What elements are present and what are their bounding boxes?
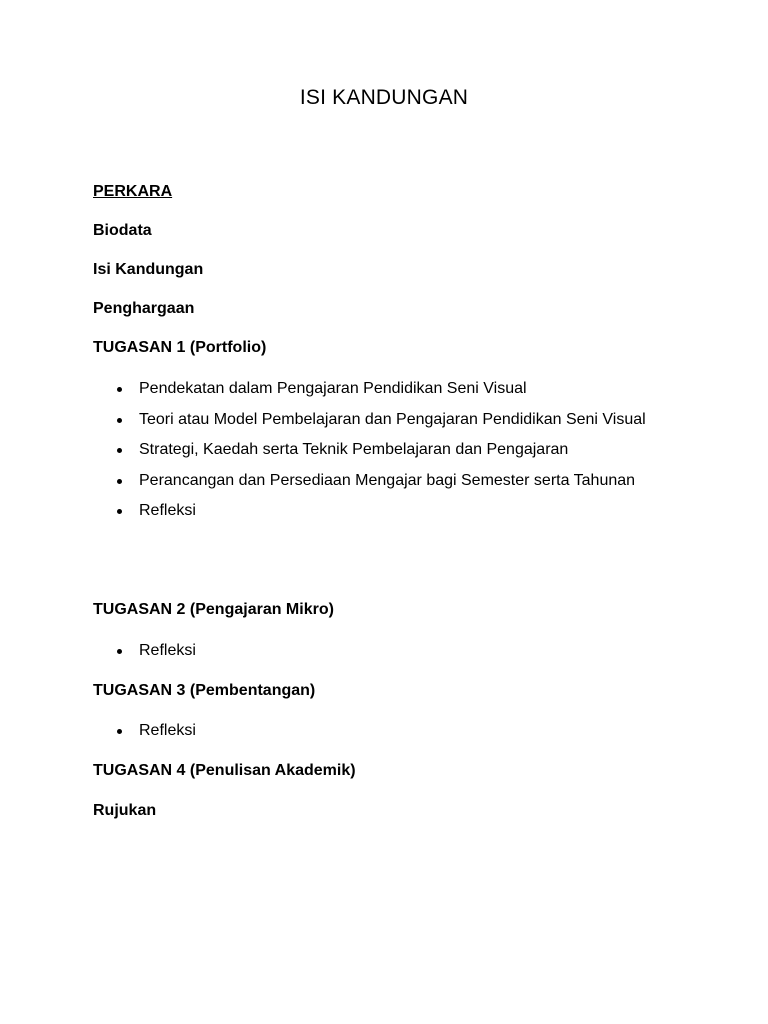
bullet-icon	[117, 448, 122, 453]
list-item	[93, 435, 693, 466]
list-item	[93, 636, 693, 667]
list-item-text: Refleksi	[139, 642, 196, 659]
list-item	[93, 716, 693, 747]
bullet-icon	[117, 509, 122, 514]
entry-penghargaan: Penghargaan	[93, 300, 195, 317]
list-item-text: Refleksi	[139, 722, 196, 739]
list-item-text: Refleksi	[139, 502, 196, 519]
bullet-icon	[117, 649, 122, 654]
list-item-text: Teori atau Model Pembelajaran dan Pengajaran Pendidikan Seni Visual	[139, 410, 646, 428]
tugasan3-list	[93, 716, 693, 747]
list-item	[93, 496, 693, 527]
list-item	[93, 466, 693, 497]
tugasan1-list	[93, 374, 693, 527]
list-item-text: Pendekatan dalam Pengajaran Pendidikan Seni Visual	[139, 380, 527, 397]
entry-rujukan: Rujukan	[93, 802, 157, 819]
bullet-icon	[117, 387, 122, 392]
tugasan2-list	[93, 636, 693, 667]
entry-isi-kandungan: Isi Kandungan	[93, 261, 204, 278]
bullet-icon	[117, 729, 122, 734]
entry-biodata: Biodata	[93, 222, 152, 239]
list-item	[93, 405, 693, 436]
tugasan4-heading: TUGASAN 4 (Penulisan Akademik)	[93, 762, 356, 779]
bullet-icon	[117, 418, 122, 423]
tugasan3-heading: TUGASAN 3 (Pembentangan)	[93, 682, 316, 699]
perkara-header: PERKARA	[93, 183, 173, 200]
tugasan2-heading: TUGASAN 2 (Pengajaran Mikro)	[93, 601, 334, 618]
tugasan1-heading: TUGASAN 1 (Portfolio)	[93, 339, 267, 356]
list-item-text: Strategi, Kaedah serta Teknik Pembelajaran dan Pengajaran	[139, 441, 569, 458]
list-item-text: Perancangan dan Persediaan Mengajar bagi Semester serta Tahunan	[139, 471, 636, 489]
list-item	[93, 374, 693, 405]
page-title: ISI KANDUNGAN	[299, 86, 469, 109]
bullet-icon	[117, 479, 122, 484]
